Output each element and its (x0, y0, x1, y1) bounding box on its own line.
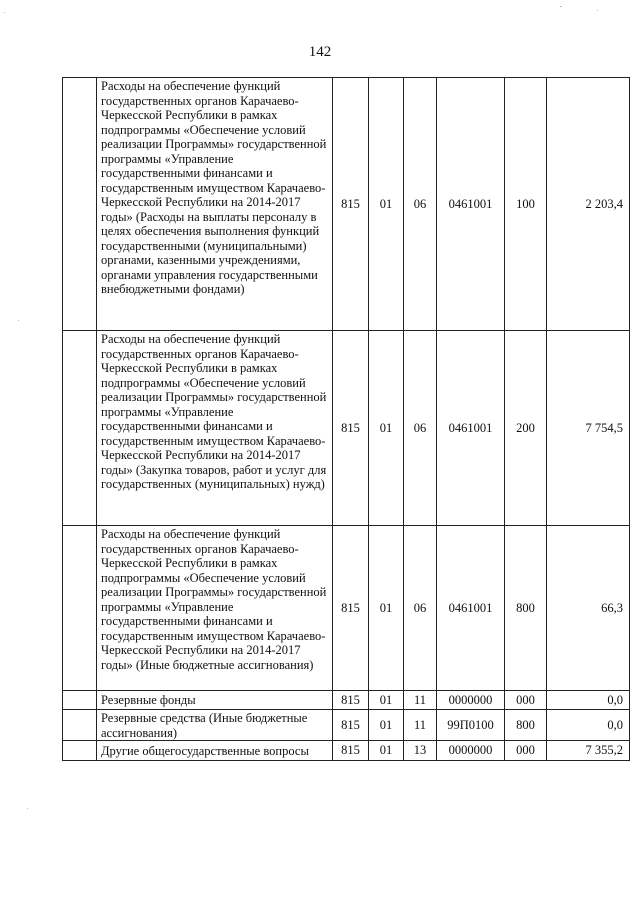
subsection-code: 11 (404, 710, 437, 741)
expense-type-code: 100 (505, 78, 547, 331)
subsection-code: 11 (404, 691, 437, 710)
row-description: Резервные фонды (97, 691, 333, 710)
amount: 7 754,5 (547, 331, 630, 526)
row-description: Резервные средства (Иные бюджетные ассигнования) (97, 710, 333, 741)
expense-type-code: 000 (505, 691, 547, 710)
target-article-code: 0000000 (437, 741, 505, 761)
scan-speck (27, 808, 28, 809)
scan-speck (18, 320, 19, 321)
budget-table (62, 77, 630, 761)
section-code: 01 (369, 710, 404, 741)
subsection-code: 06 (404, 526, 437, 691)
expense-type-code: 000 (505, 741, 547, 761)
amount: 66,3 (547, 526, 630, 691)
section-code: 01 (369, 741, 404, 761)
target-article-code: 99П0100 (437, 710, 505, 741)
table-row (63, 78, 630, 331)
row-description: Другие общегосударственные вопросы (97, 741, 333, 761)
ministry-code: 815 (333, 331, 369, 526)
ministry-code: 815 (333, 526, 369, 691)
target-article-code: 0000000 (437, 691, 505, 710)
expense-type-code: 200 (505, 331, 547, 526)
subsection-code: 06 (404, 78, 437, 331)
empty-cell (63, 691, 97, 710)
table-row (63, 331, 630, 526)
empty-cell (63, 526, 97, 691)
section-code: 01 (369, 526, 404, 691)
row-description: Расходы на обеспечение функций государственных органов Карачаево-Черкесской Республики в рамках подпрограммы «Обеспечение условий реализации Программы» государственной программы «Управление государственными финансами и государственным имуществом Карачаево-Черкесской Республики на 2014-2017 годы» (Закупка товаров, работ и услуг для государственных (муниципальных) нужд) (97, 331, 333, 526)
expense-type-code: 800 (505, 526, 547, 691)
table-row (63, 526, 630, 691)
ministry-code: 815 (333, 691, 369, 710)
amount: 2 203,4 (547, 78, 630, 331)
amount: 7 355,2 (547, 741, 630, 761)
empty-cell (63, 78, 97, 331)
ministry-code: 815 (333, 710, 369, 741)
ministry-code: 815 (333, 741, 369, 761)
empty-cell (63, 741, 97, 761)
expense-type-code: 800 (505, 710, 547, 741)
scan-speck (560, 6, 562, 7)
subsection-code: 06 (404, 331, 437, 526)
empty-cell (63, 331, 97, 526)
target-article-code: 0461001 (437, 331, 505, 526)
subsection-code: 13 (404, 741, 437, 761)
row-description: Расходы на обеспечение функций государственных органов Карачаево-Черкесской Республики в рамках подпрограммы «Обеспечение условий реализации Программы» государственной программы «Управление государственными финансами и государственным имуществом Карачаево-Черкесской Республики на 2014-2017 годы» (Расходы на выплаты персоналу в целях обеспечения выполнения функций государственными (муниципальными) органами, казенными учреждениями, органами управления государственными внебюджетными фондами) (97, 78, 333, 331)
amount: 0,0 (547, 710, 630, 741)
empty-cell (63, 710, 97, 741)
scan-speck (597, 10, 598, 11)
target-article-code: 0461001 (437, 78, 505, 331)
row-description: Расходы на обеспечение функций государственных органов Карачаево-Черкесской Республики в рамках подпрограммы «Обеспечение условий реализации Программы» государственной программы «Управление государственными финансами и государственным имуществом Карачаево-Черкесской Республики на 2014-2017 годы» (Иные бюджетные ассигнования) (97, 526, 333, 691)
ministry-code: 815 (333, 78, 369, 331)
scan-speck (4, 12, 5, 13)
table-row (63, 691, 630, 710)
amount: 0,0 (547, 691, 630, 710)
target-article-code: 0461001 (437, 526, 505, 691)
section-code: 01 (369, 691, 404, 710)
section-code: 01 (369, 78, 404, 331)
section-code: 01 (369, 331, 404, 526)
table-row (63, 710, 630, 741)
table-row (63, 741, 630, 761)
page-number: 142 (308, 44, 332, 60)
